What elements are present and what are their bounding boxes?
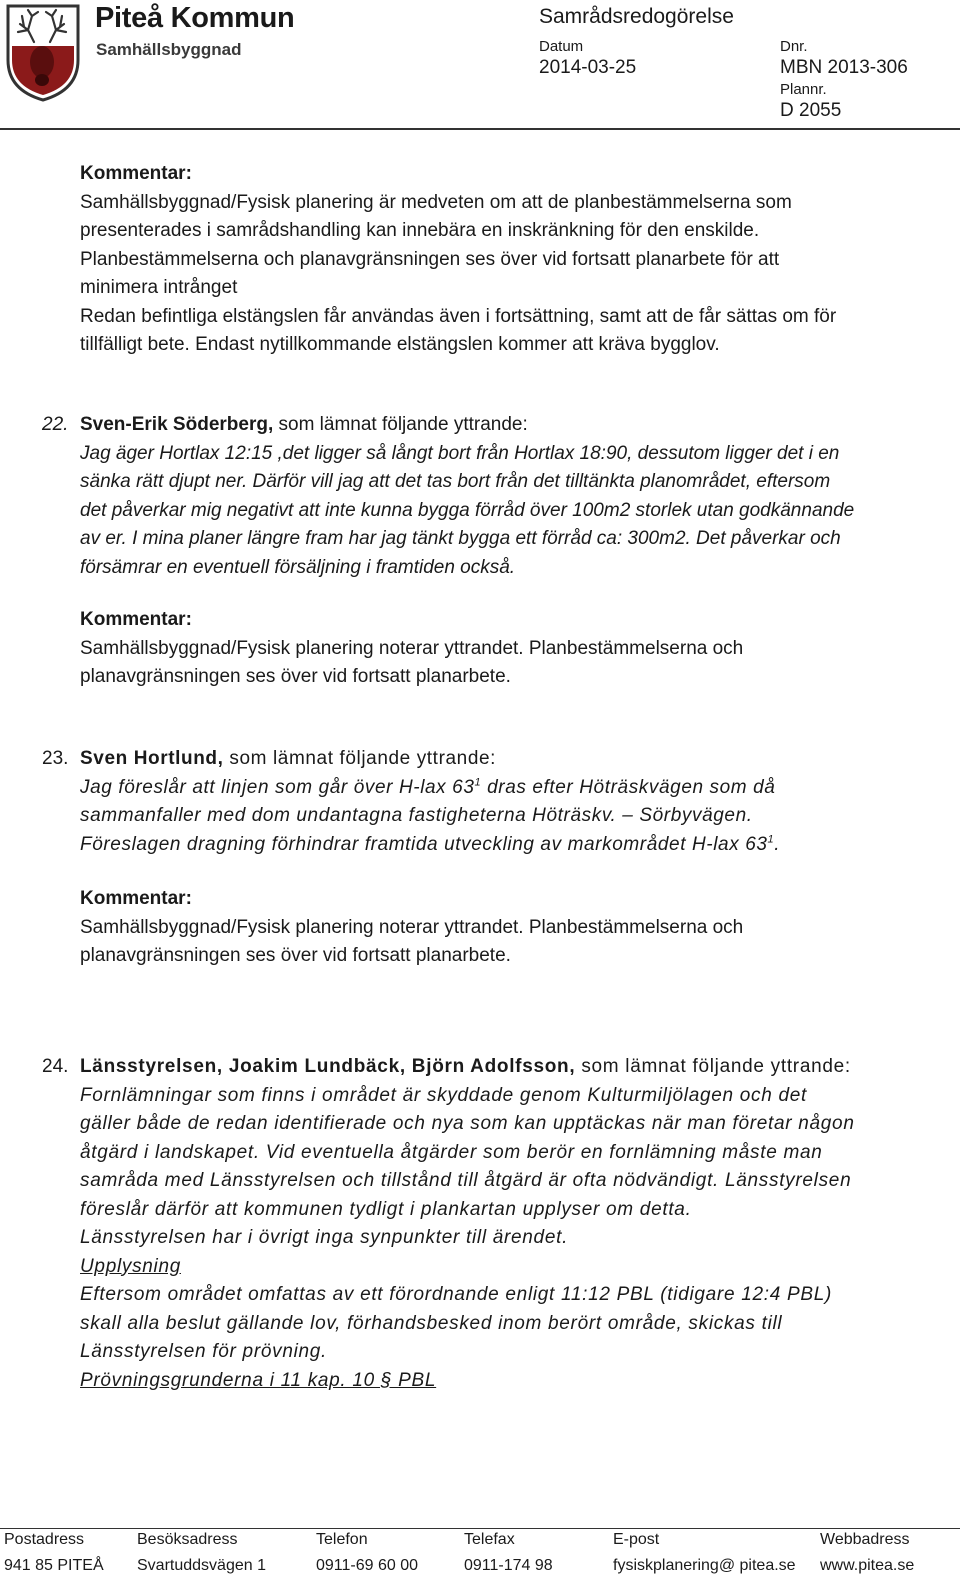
- comment-heading: Kommentar:: [80, 609, 192, 630]
- statement-line: skall alla beslut gällande lov, förhandsbesked inom berört område, skickas till: [80, 1312, 783, 1334]
- statement-intro: [80, 411, 950, 440]
- footer-value-telefax: 0911-174 98: [464, 1557, 553, 1574]
- footer-label-epost: E-post: [613, 1531, 660, 1548]
- comment-block-23: [80, 885, 950, 971]
- dnr-value: MBN 2013-306: [780, 57, 908, 78]
- comment-line: planavgränsningen ses över vid fortsatt planarbete.: [80, 666, 511, 687]
- comment-line: Redan befintliga elstängslen får användas även i fortsättning, samt att de får sättas om för: [80, 305, 837, 327]
- statement-line: sammanfaller med dom undantagna fastigheterna Höträskv. – Sörbyvägen.: [80, 805, 753, 826]
- statement-text: dras efter Höträskvägen som då: [481, 776, 776, 798]
- footer-label-telefon: Telefon: [316, 1531, 368, 1548]
- statement-intro: [80, 745, 950, 774]
- dnr-label: Dnr.: [780, 38, 808, 55]
- statement-line: [80, 774, 950, 803]
- comment-heading: Kommentar:: [80, 888, 192, 909]
- statement-text: Föreslagen dragning förhindrar framtida utveckling av markområdet H-lax 63: [80, 833, 768, 855]
- statement-author: Sven-Erik Söderberg,: [80, 414, 274, 435]
- footer-value-postadress: 941 85 PITEÅ: [4, 1557, 104, 1574]
- statement-line: Länsstyrelsen har i övrigt inga synpunkter till ärendet.: [80, 1227, 569, 1248]
- statement-line: Jag äger Hortlax 12:15 ,det ligger så långt bort från Hortlax 18:90, dessutom ligger det i en: [80, 442, 840, 464]
- footer-divider: [0, 1528, 960, 1529]
- statement-intro: [80, 1053, 950, 1082]
- statement-line: Fornlämningar som finns i området är skyddade genom Kulturmiljölagen och det: [80, 1084, 807, 1106]
- statement-line: åtgärd i landskapet. Vid eventuella åtgärder som berör en fornlämning måste man: [80, 1141, 823, 1163]
- comment-line: tillfälligt bete. Endast nytillkommande elstängslen kommer att kräva bygglov.: [80, 334, 720, 355]
- comment-block-21: [80, 160, 950, 360]
- footer-value-besoksadress: Svartuddsvägen 1: [137, 1557, 266, 1574]
- statement-author: Länsstyrelsen, Joakim Lundbäck, Björn Adolfsson,: [80, 1056, 576, 1077]
- item-number: 23.: [42, 748, 69, 769]
- org-department: Samhällsbyggnad: [96, 40, 242, 59]
- statement-line: sänka rätt djupt ner. Därför vill jag att det tas bort från det tilltänkta planområdet, eftersom: [80, 471, 831, 492]
- statement-line: Eftersom området omfattas av ett förordnande enligt 11:12 PBL (tidigare 12:4 PBL): [80, 1284, 832, 1305]
- plannr-value: D 2055: [780, 100, 842, 121]
- footer-label-postadress: Postadress: [4, 1531, 85, 1548]
- comment-line: Planbestämmelserna och planavgränsningen ses över vid fortsatt planarbete för att: [80, 248, 780, 270]
- statement-line: försämrar en eventuell försäljning i framtiden också.: [80, 556, 516, 578]
- statement-author: Sven Hortlund,: [80, 748, 224, 769]
- statement-text: .: [774, 833, 781, 855]
- statement-line: gäller både de redan identifierade och nya som kan upptäckas när man företar någon: [80, 1113, 855, 1134]
- superscript: 1: [767, 833, 775, 846]
- statement-text: Jag föreslår att linjen som går över H-lax 63: [80, 776, 475, 798]
- footer-label-webbadress: Webbadress: [820, 1531, 910, 1548]
- org-name: Piteå Kommun: [95, 2, 295, 34]
- provningsgrunder-reference: Prövningsgrunderna i 11 kap. 10 § PBL: [80, 1369, 437, 1391]
- statement-line: av er. I mina planer längre fram har jag tänkt bygga ett förråd ca: 300m2. Det påverkar och: [80, 528, 841, 549]
- comment-line: planavgränsningen ses över vid fortsatt planarbete.: [80, 945, 511, 966]
- statement-intro-text: som lämnat följande yttrande:: [273, 414, 528, 435]
- statement-line: föreslår därför att kommunen tydligt i plankartan upplyser om detta.: [80, 1198, 692, 1220]
- footer-label-besoksadress: Besöksadress: [137, 1531, 238, 1548]
- comment-block-22: [80, 606, 950, 692]
- item-number: 24.: [42, 1056, 69, 1077]
- comment-line: Samhällsbyggnad/Fysisk planering noterar yttrandet. Planbestämmelserna och: [80, 916, 744, 938]
- footer-label-telefax: Telefax: [464, 1531, 515, 1548]
- comment-line: Samhällsbyggnad/Fysisk planering är medveten om att de planbestämmelserna som: [80, 191, 792, 213]
- footer-value-telefon: 0911-69 60 00: [316, 1557, 419, 1574]
- comment-line: Samhällsbyggnad/Fysisk planering noterar yttrandet. Planbestämmelserna och: [80, 637, 744, 659]
- reindeer-shield-logo-icon: [4, 2, 82, 102]
- statement-line: Länsstyrelsen för prövning.: [80, 1341, 328, 1362]
- datum-label: Datum: [539, 38, 584, 55]
- statement-line: [80, 831, 950, 860]
- statement-line: det påverkar mig negativt att inte kunna bygga förråd över 100m2 storlek utan godkännande: [80, 499, 855, 521]
- header-divider: [0, 128, 960, 130]
- datum-value: 2014-03-25: [539, 57, 637, 78]
- footer-value-webbadress[interactable]: www.pitea.se: [820, 1557, 915, 1574]
- footer-value-epost[interactable]: fysiskplanering@ pitea.se: [613, 1557, 796, 1574]
- comment-line: minimera intrånget: [80, 277, 238, 298]
- document-type: Samrådsredogörelse: [539, 5, 734, 28]
- comment-heading: Kommentar:: [80, 163, 192, 184]
- comment-line: presenterades i samrådshandling kan innebära en inskränkning för den enskilde.: [80, 220, 760, 241]
- upplysning-heading: Upplysning: [80, 1255, 181, 1277]
- plannr-label: Plannr.: [780, 81, 827, 98]
- item-number: 22.: [42, 414, 69, 435]
- statement-intro-text: som lämnat följande yttrande:: [223, 748, 497, 769]
- statement-intro-text: som lämnat följande yttrande:: [575, 1056, 851, 1077]
- superscript: 1: [474, 776, 482, 789]
- statement-line: samråda med Länsstyrelsen och tillstånd till åtgärd är ofta nödvändigt. Länsstyrelsen: [80, 1170, 852, 1191]
